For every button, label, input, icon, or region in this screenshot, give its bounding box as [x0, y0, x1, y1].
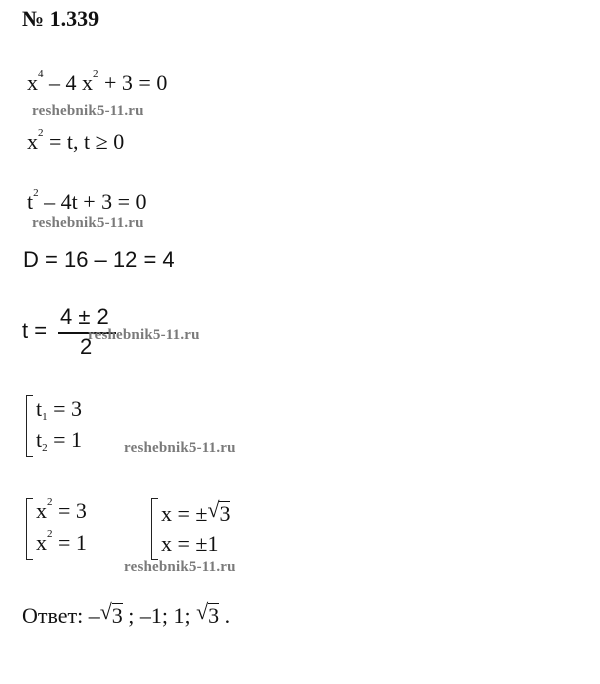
x-solution-2: x = ±1 [161, 531, 219, 556]
sqrt-symbol: √ 3 [99, 599, 123, 628]
system-bracket [26, 498, 33, 560]
quadratic-equation: $t^2 - 4t + 3 = 0$ [27, 187, 147, 214]
x-squared-eq-1: $x^2 = 3$ [36, 496, 87, 523]
original-equation: $x^4 - 4$ $x^2 + 3 = 0$ [27, 68, 168, 95]
system-bracket [26, 395, 33, 457]
watermark: reshebnik5-11.ru [32, 103, 144, 119]
watermark: reshebnik5-11.ru [88, 327, 200, 343]
problem-number: № 1.339 [22, 6, 100, 31]
t2-root: $t_2 = 1$ [36, 427, 83, 454]
fraction-numerator: 4 ± 2 [60, 304, 109, 329]
x-solution-1: x = ± √ 3 [161, 497, 231, 526]
watermark: reshebnik5-11.ru [32, 215, 144, 231]
watermark: reshebnik5-11.ru [124, 440, 236, 456]
x-squared-eq-2: $x^2 = 1$ [36, 528, 87, 555]
root-formula-lhs: t = [22, 318, 48, 343]
system-bracket [151, 498, 158, 560]
watermark: reshebnik5-11.ru [124, 559, 236, 575]
substitution: $x^2 = t$, t ≥ 0 [27, 127, 125, 154]
discriminant: D = 16 – 12 = 4 [23, 247, 175, 272]
fraction-denominator: 2 [80, 334, 93, 359]
sqrt-symbol: √ 3 [196, 599, 220, 628]
sqrt-symbol: √ 3 [207, 497, 231, 526]
answer-line: Ответ: – √ 3 ; –1; 1; √ 3 . [22, 599, 231, 628]
t1-root: $t_1 = 3$ [36, 396, 83, 423]
